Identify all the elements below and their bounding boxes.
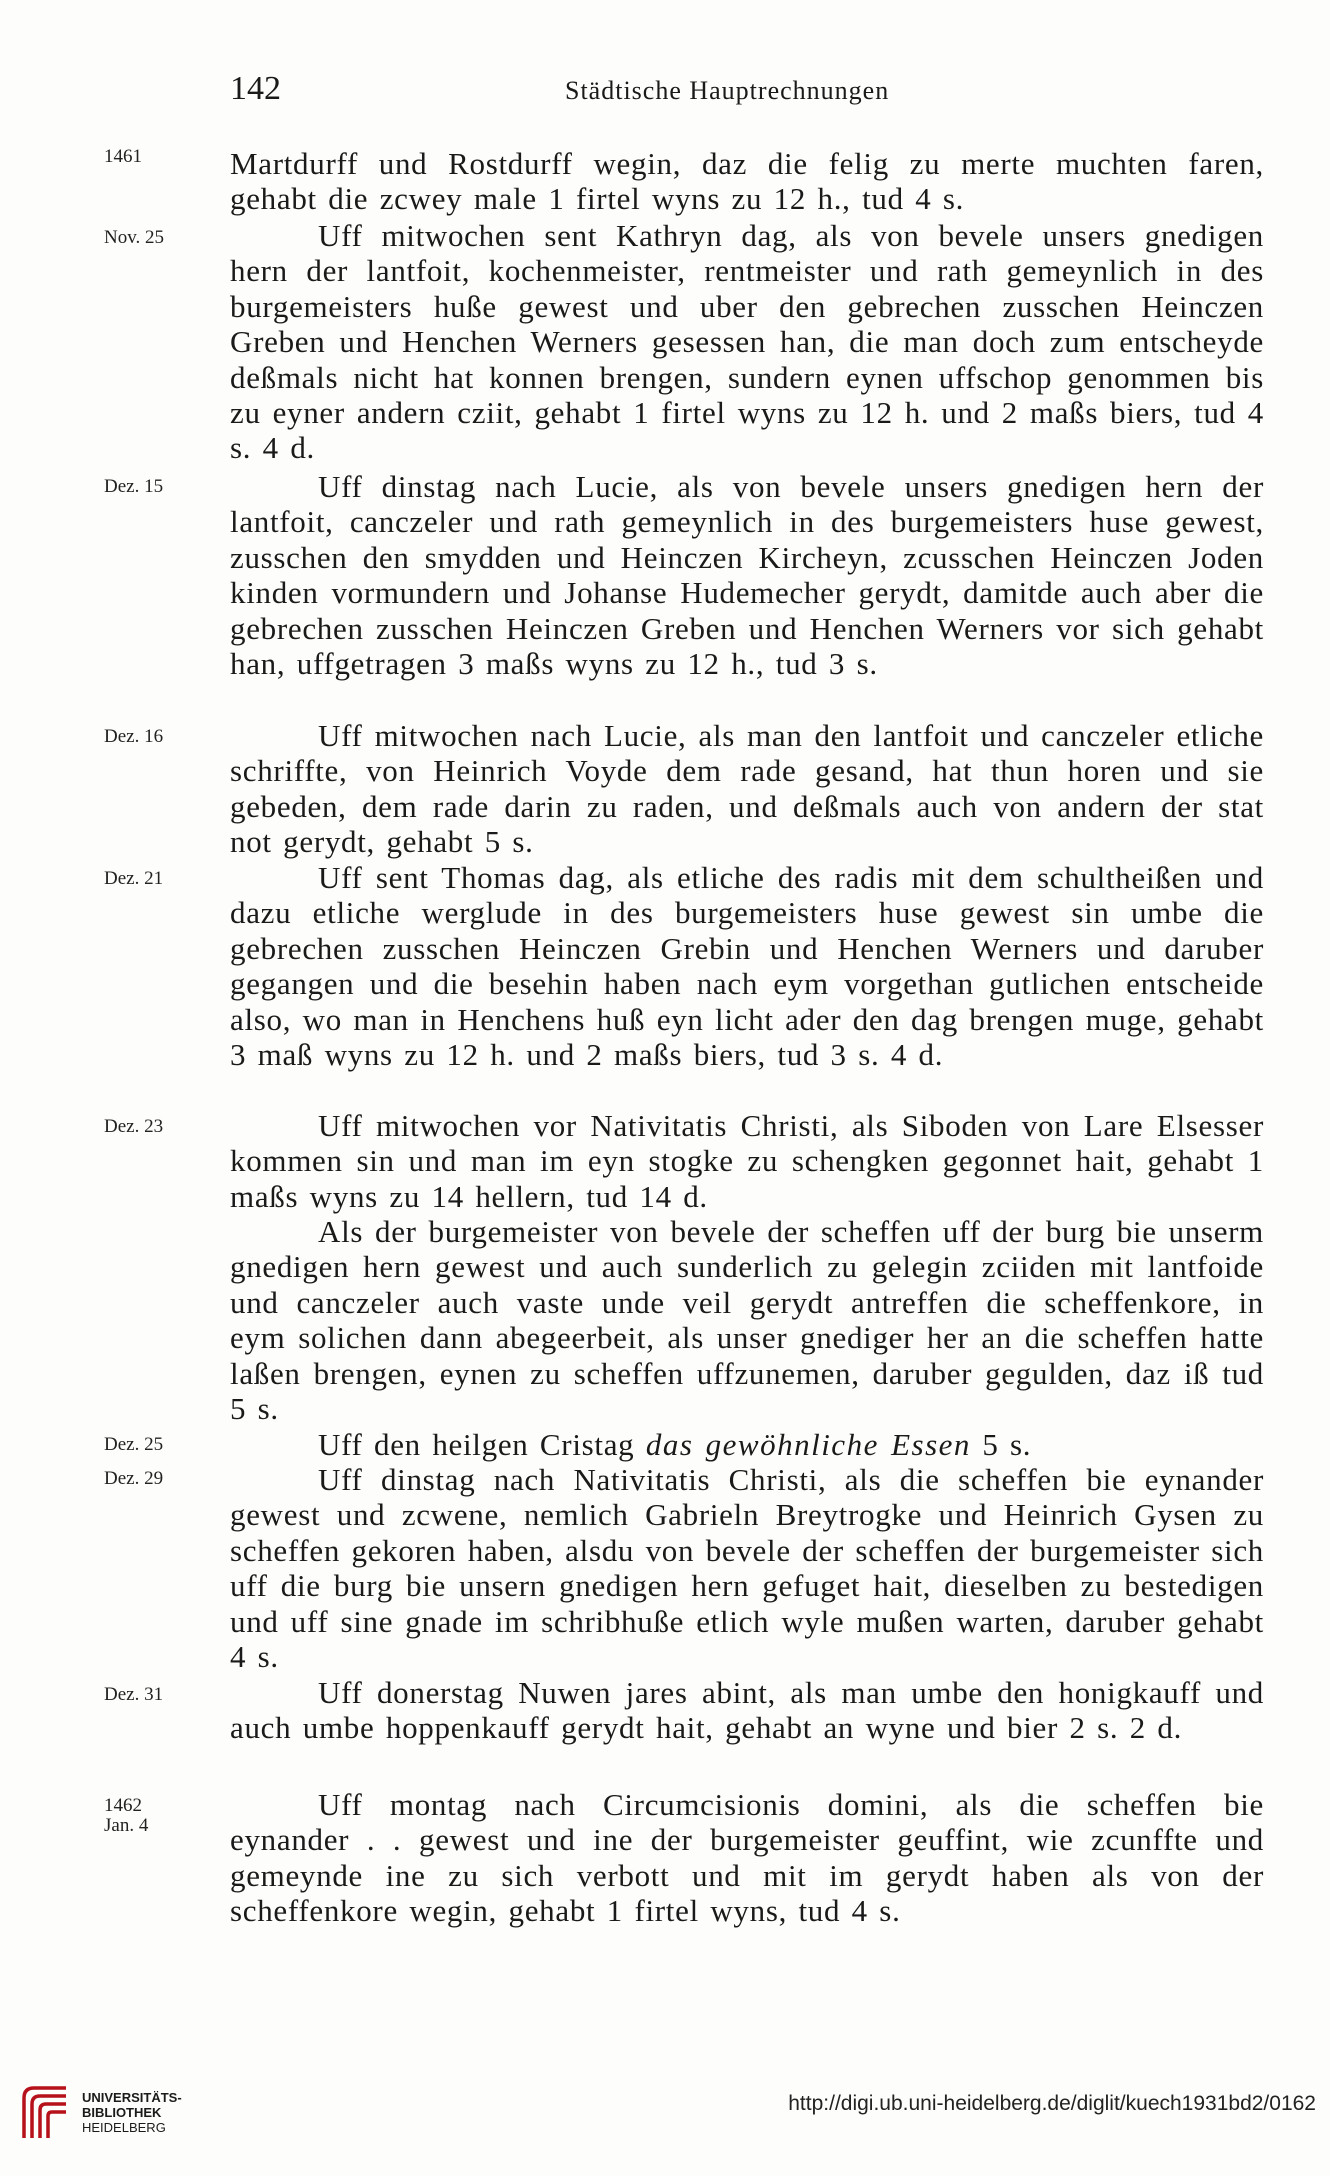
margin-date: Nov. 25 (104, 227, 164, 248)
margin-date: Dez. 16 (104, 726, 164, 747)
editorial-note: das gewöhnliche Essen (645, 1427, 971, 1462)
entry-paragraph: Uff mitwochen sent Kathryn dag, als von bevele unsers gnedigen hern der lantfoit, kochenmeister, rentmeister und rath gemeynlich in des burgemeisters huße gewest und uber den gebrechen zusschen Heinczen Greben und Henchen Werners gesessen han, die man doch zum entscheyde deßmals nicht hat konnen brengen, sundern eynen uffschop genommen bis zu eyner andern cziit, gehabt 1 firtel wyns zu 12 h. und 2 maßs biers, tud 4 s. 4 d. (230, 218, 1264, 466)
margin-date: Dez. 23 (104, 1116, 164, 1137)
library-logo[interactable] (16, 2082, 181, 2142)
margin-date: Dez. 25 (104, 1434, 164, 1455)
page-number: 142 (230, 70, 281, 107)
permalink-url[interactable]: http://digi.ub.uni-heidelberg.de/diglit/kuech1931bd2/0162 (788, 2092, 1316, 2115)
margin-date: 1461 (104, 146, 142, 167)
margin-date: Jan. 4 (104, 1815, 149, 1836)
running-title: Städtische Hauptrechnungen (565, 76, 890, 105)
library-logo-icon (16, 2082, 74, 2142)
library-name (82, 2090, 182, 2135)
margin-date: Dez. 15 (104, 476, 164, 497)
entry-paragraph: Uff sent Thomas dag, als etliche des radis mit dem schultheißen und dazu etliche werglude in des burgemeisters huse gewest sin umbe die gebrechen zusschen Heinczen Grebin und Henchen Werners und daruber gegangen und die besehin haben nach eym vorgethan gutlichen entscheide also, wo man in Henchens huß eyn licht ader den dag brengen muge, gehabt 3 maß wyns zu 12 h. und 2 maßs biers, tud 3 s. 4 d. (230, 860, 1264, 1073)
entry-paragraph (230, 1427, 1264, 1462)
logo-line: BIBLIOTHEK (82, 2105, 162, 2120)
margin-date: Dez. 29 (104, 1468, 164, 1489)
entry-paragraph: Uff dinstag nach Lucie, als von bevele unsers gnedigen hern der lantfoit, canczeler und rath gemeynlich in des burgemeisters huse gewest, zusschen den smydden und Heinczen Kircheyn, zcusschen Heinczen Joden kinden vormundern und Johanse Hudemecher gerydt, damitde auch aber die gebrechen zusschen Heinczen Greben und Henchen Werners vor sich gehabt han, uffgetragen 3 maßs wyns zu 12 h., tud 3 s. (230, 469, 1264, 682)
entry-text: 5 s. (970, 1427, 1032, 1462)
logo-line: UNIVERSITÄTS- (82, 2090, 182, 2105)
entry-text: Uff den heilgen Cristag (318, 1427, 646, 1462)
margin-date: 1462 (104, 1795, 142, 1816)
entry-paragraph: Als der burgemeister von bevele der scheffen uff der burg bie unserm gnedigen hern gewest und auch sunderlich zu gelegin zciiden mit lantfoide und canczeler auch vaste unde veil gerydt antreffen die scheffenkore, in eym solichen dann abegeerbeit, als unser gnediger her an die scheffen hatte laßen brengen, eynen zu scheffen uffzunemen, daruber gegulden, daz iß tud 5 s. (230, 1214, 1264, 1427)
entry-paragraph: Uff donerstag Nuwen jares abint, als man umbe den honigkauff und auch umbe hoppenkauff gerydt hait, gehabt an wyne und bier 2 s. 2 d. (230, 1675, 1264, 1746)
entry-paragraph: Martdurff und Rostdurff wegin, daz die felig zu merte muchten faren, gehabt die zcwey male 1 firtel wyns zu 12 h., tud 4 s. (230, 146, 1264, 217)
entry-paragraph: Uff mitwochen vor Nativitatis Christi, als Siboden von Lare Elsesser kommen sin und man im eyn stogke zu schengken gegonnet hait, gehabt 1 maßs wyns zu 14 hellern, tud 14 d. (230, 1108, 1264, 1214)
logo-line: HEIDELBERG (82, 2120, 166, 2135)
entry-paragraph: Uff montag nach Circumcisionis domini, als die scheffen bie eynander . . gewest und ine der burgemeister geuffint, wie zcunffte und gemeynde ine zu sich verbott und mit im gerydt haben als von der scheffenkore wegin, gehabt 1 firtel wyns, tud 4 s. (230, 1787, 1264, 1929)
entry-paragraph: Uff dinstag nach Nativitatis Christi, als die scheffen bie eynander gewest und zcwene, nemlich Gabrieln Breytrogke und Heinrich Gysen zu scheffen gekoren haben, alsdu von bevele der scheffen der burgemeister sich uff die burg bie unsern gnedigen hern gefuget hait, dieselben zu bestedigen und uff sine gnade im schribhuße etlich wyle mußen warten, daruber gehabt 4 s. (230, 1462, 1264, 1675)
margin-date: Dez. 21 (104, 868, 164, 889)
margin-date: Dez. 31 (104, 1684, 164, 1705)
entry-paragraph: Uff mitwochen nach Lucie, als man den lantfoit und canczeler etliche schriffte, von Heinrich Voyde dem rade gesand, hat thun horen und sie gebeden, dem rade darin zu raden, und deßmals auch von andern der stat not gerydt, gehabt 5 s. (230, 718, 1264, 860)
